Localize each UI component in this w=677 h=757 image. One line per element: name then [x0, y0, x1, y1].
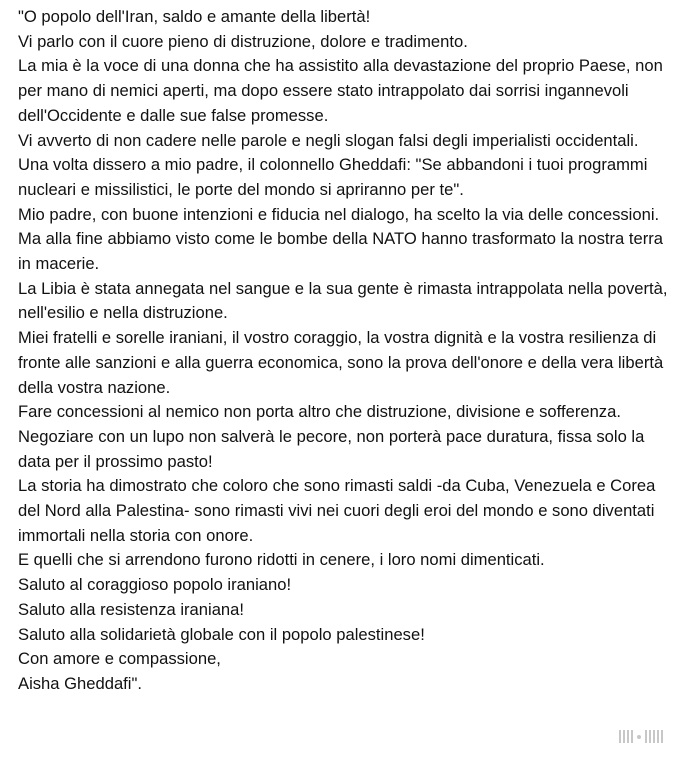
letter-line: Negoziare con un lupo non salverà le pecore, non porterà pace duratura, fissa solo la data per il prossimo pasto!: [18, 426, 645, 471]
letter-line: Vi parlo con il cuore pieno di distruzione, dolore e tradimento.: [18, 31, 468, 51]
letter-line: Miei fratelli e sorelle iraniani, il vostro coraggio, la vostra dignità e la vostra resilienza di fronte alle sanzioni e alla guerra economica, sono la prova dell'onore e della vera libertà della vostra nazione.: [18, 328, 664, 397]
letter-text: [18, 5, 668, 697]
letter-line: Saluto al coraggioso popolo iraniano!: [18, 575, 292, 595]
letter-line: Con amore e compassione,: [18, 649, 221, 669]
letter-line: Vi avverto di non cadere nelle parole e negli slogan falsi degli imperialisti occidentali.: [18, 130, 639, 150]
letter-line: Mio padre, con buone intenzioni e fiducia nel dialogo, ha scelto la via delle concessioni.: [18, 204, 660, 224]
letter-line: "O popolo dell'Iran, saldo e amante della libertà!: [18, 7, 371, 26]
letter-line: E quelli che si arrendono furono ridotti in cenere, i loro nomi dimenticati.: [18, 550, 545, 570]
letter-line: Ma alla fine abbiamo visto come le bombe della NATO hanno trasformato la nostra terra in macerie.: [18, 229, 664, 274]
letter-line: Saluto alla resistenza iraniana!: [18, 599, 244, 619]
letter-line: La mia è la voce di una donna che ha assistito alla devastazione del proprio Paese, non per mano di nemici aperti, ma dopo essere stato intrappolato dai sorrisi ingannevoli dell'Occidente e dalle sue false promesse.: [18, 56, 663, 125]
letter-line: La Libia è stata annegata nel sangue e la sua gente è rimasta intrappolata nella povertà, nell'esilio e nella distruzione.: [18, 278, 668, 323]
letter-line: Aisha Gheddafi".: [18, 673, 142, 693]
letter-line: La storia ha dimostrato che coloro che sono rimasti saldi -da Cuba, Venezuela e Corea del Nord alla Palestina- sono rimasti vivi nei cuori degli eroi del mondo e sono diventati immortali nella storia con onore.: [18, 476, 656, 545]
letter-line: Saluto alla solidarietà globale con il popolo palestinese!: [18, 624, 425, 644]
barcode-watermark-icon: [619, 730, 663, 743]
letter-line: Una volta dissero a mio padre, il colonnello Gheddafi: "Se abbandoni i tuoi programmi nucleari e missilistici, le porte del mondo si apriranno per te".: [18, 155, 648, 199]
letter-line: Fare concessioni al nemico non porta altro che distruzione, divisione e sofferenza.: [18, 402, 621, 422]
